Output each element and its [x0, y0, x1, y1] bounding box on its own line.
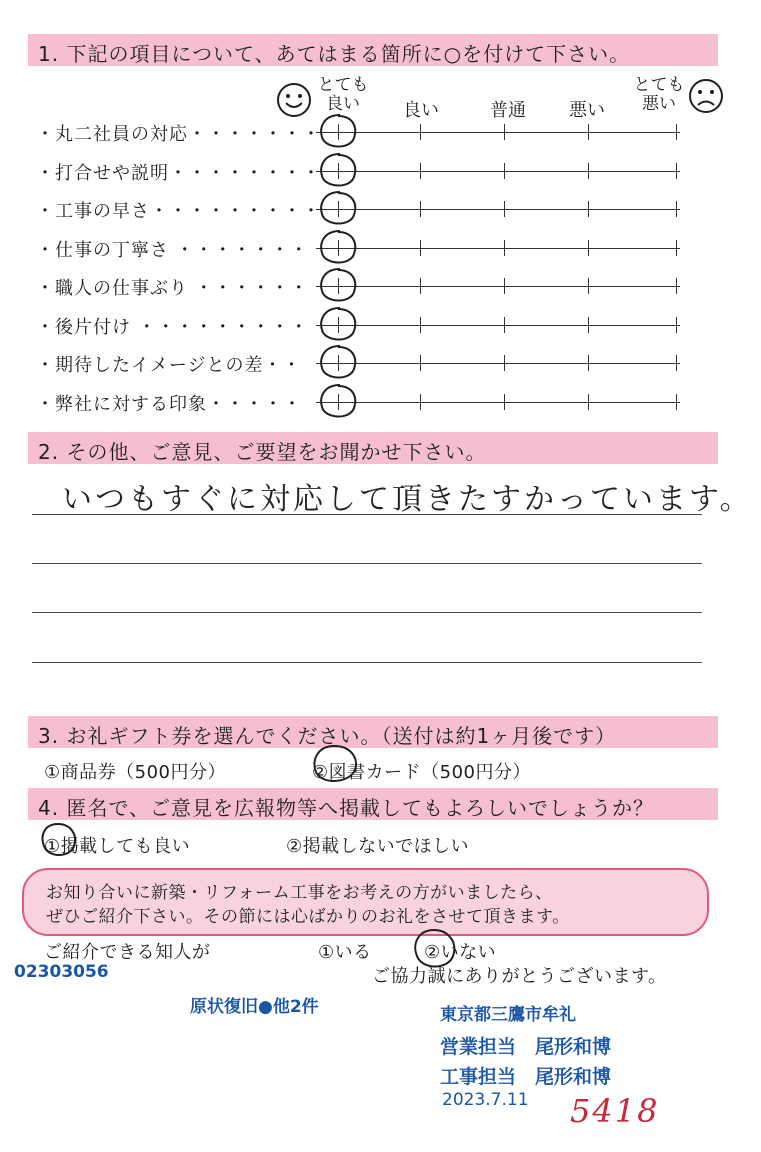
scale-bad-word: 悪い — [642, 94, 676, 114]
rating-tick[interactable] — [420, 278, 421, 294]
answer-line-1 — [32, 514, 702, 515]
rating-tick[interactable] — [676, 163, 677, 179]
rating-scale-line — [316, 248, 680, 249]
notice-line-2: ぜひご紹介下さい。その節には心ばかりのお礼をさせて頂きます。 — [46, 907, 570, 927]
rating-selected-circle — [316, 305, 360, 345]
q4-selected-circle — [36, 820, 80, 862]
scale-good-word: 良い — [326, 94, 360, 114]
rating-tick[interactable] — [504, 201, 505, 217]
rating-tick[interactable] — [588, 394, 589, 410]
rating-selected-circle — [316, 112, 360, 152]
q2-header-band — [28, 432, 718, 464]
rating-item-label: ・弊社に対する印象・・・・・ — [36, 394, 302, 415]
stamp-date: 2023.7.11 — [442, 1090, 529, 1110]
rating-tick[interactable] — [588, 355, 589, 371]
rating-item-label: ・期待したイメージとの差・・ — [36, 355, 302, 376]
stamp-project: 原状復旧●他2件 — [190, 997, 319, 1017]
rating-tick[interactable] — [420, 240, 421, 256]
stamp-address: 東京都三鷹市牟礼 — [440, 1005, 576, 1025]
rating-item-label: ・打合せや説明・・・・・・・・ — [36, 163, 321, 184]
rating-tick[interactable] — [420, 201, 421, 217]
scale-very-good-label — [316, 76, 370, 114]
rating-item-label: ・後片付け ・・・・・・・・・ — [36, 317, 309, 338]
rating-tick[interactable] — [588, 163, 589, 179]
q4-title: 4. 匿名で、ご意見を広報物等へ掲載してもよろしいでしょうか？ — [38, 796, 655, 820]
q3-option-book-card[interactable]: ②図書カード（500円分） — [312, 762, 531, 783]
notice-line-1: お知り合いに新築・リフォーム工事をお考えの方がいましたら、 — [46, 883, 553, 903]
q3-header-band — [28, 716, 718, 748]
q2-handwritten-answer: いつもすぐに対応して頂きたすかっています。 — [62, 482, 753, 517]
referral-label: ご紹介できる知人が — [44, 942, 211, 963]
rating-tick[interactable] — [504, 240, 505, 256]
rating-tick[interactable] — [504, 278, 505, 294]
scale-very-prefix-2: とても — [633, 75, 685, 95]
rating-item-label: ・職人の仕事ぶり ・・・・・・ — [36, 278, 309, 299]
answer-line-4 — [32, 662, 702, 663]
rating-tick[interactable] — [420, 394, 421, 410]
rating-tick[interactable] — [588, 201, 589, 217]
scale-normal-label: 普通 — [490, 100, 526, 121]
rating-scale-line — [316, 402, 680, 403]
rating-selected-circle — [316, 151, 360, 191]
rating-tick[interactable] — [676, 278, 677, 294]
stamp-sales: 営業担当 尾形和博 — [440, 1036, 612, 1058]
rating-tick[interactable] — [504, 317, 505, 333]
rating-selected-circle — [316, 228, 360, 268]
rating-selected-circle — [316, 382, 360, 422]
rating-tick[interactable] — [676, 201, 677, 217]
rating-selected-circle — [316, 266, 360, 306]
rating-scale-line — [316, 171, 680, 172]
scale-good-label: 良い — [403, 100, 439, 121]
rating-tick[interactable] — [676, 124, 677, 140]
q1-title: 1. 下記の項目について、あてはまる箇所に○を付けて下さい。 — [38, 42, 631, 66]
q3-selected-circle — [306, 742, 362, 786]
answer-line-3 — [32, 612, 702, 613]
rating-tick[interactable] — [420, 317, 421, 333]
referral-option-no[interactable]: ②いない — [424, 942, 497, 963]
referral-option-yes[interactable]: ①いる — [318, 942, 372, 963]
thanks-text: ご協力誠にありがとうございます。 — [372, 966, 667, 987]
rating-scale-line — [316, 325, 680, 326]
rating-scale-line — [316, 363, 680, 364]
rating-tick[interactable] — [676, 317, 677, 333]
scale-very-bad-label — [632, 76, 686, 114]
rating-item-label: ・仕事の丁寧さ ・・・・・・・ — [36, 240, 309, 261]
rating-tick[interactable] — [676, 355, 677, 371]
rating-tick[interactable] — [504, 124, 505, 140]
rating-tick[interactable] — [504, 355, 505, 371]
handwritten-number: 5418 — [570, 1092, 660, 1130]
rating-tick[interactable] — [588, 317, 589, 333]
q1-header-band — [28, 34, 718, 66]
scale-bad-label: 悪い — [569, 100, 605, 121]
stamp-construction: 工事担当 尾形和博 — [440, 1066, 612, 1088]
rating-tick[interactable] — [588, 278, 589, 294]
rating-tick[interactable] — [676, 240, 677, 256]
frown-face-icon — [686, 76, 726, 116]
rating-scale-line — [316, 209, 680, 210]
rating-tick[interactable] — [420, 124, 421, 140]
rating-tick[interactable] — [420, 163, 421, 179]
rating-tick[interactable] — [588, 124, 589, 140]
rating-tick[interactable] — [504, 394, 505, 410]
answer-line-2 — [32, 563, 702, 564]
smile-face-icon — [274, 80, 314, 120]
rating-item-label: ・工事の早さ・・・・・・・・・ — [36, 201, 321, 222]
stamp-id: 02303056 — [14, 962, 109, 982]
q4-header-band — [28, 788, 718, 820]
scale-very-prefix: とても — [317, 75, 369, 95]
rating-tick[interactable] — [420, 355, 421, 371]
rating-item-label: ・丸二社員の対応・・・・・・・ — [36, 124, 321, 145]
rating-tick[interactable] — [676, 394, 677, 410]
rating-selected-circle — [316, 343, 360, 383]
rating-selected-circle — [316, 189, 360, 229]
referral-notice-box — [22, 868, 709, 936]
rating-tick[interactable] — [588, 240, 589, 256]
q2-title: 2. その他、ご意見、ご要望をお聞かせ下さい。 — [38, 440, 487, 464]
q4-option-publish-ok[interactable]: ①掲載しても良い — [44, 836, 191, 857]
rating-scale-line — [316, 132, 680, 133]
q3-title: 3. お礼ギフト券を選んでください。（送付は約1ヶ月後です） — [38, 724, 617, 748]
q4-option-publish-no[interactable]: ②掲載しないでほしい — [286, 836, 470, 857]
rating-scale-line — [316, 286, 680, 287]
q3-option-gift-card[interactable]: ①商品券（500円分） — [44, 762, 226, 783]
rating-tick[interactable] — [504, 163, 505, 179]
